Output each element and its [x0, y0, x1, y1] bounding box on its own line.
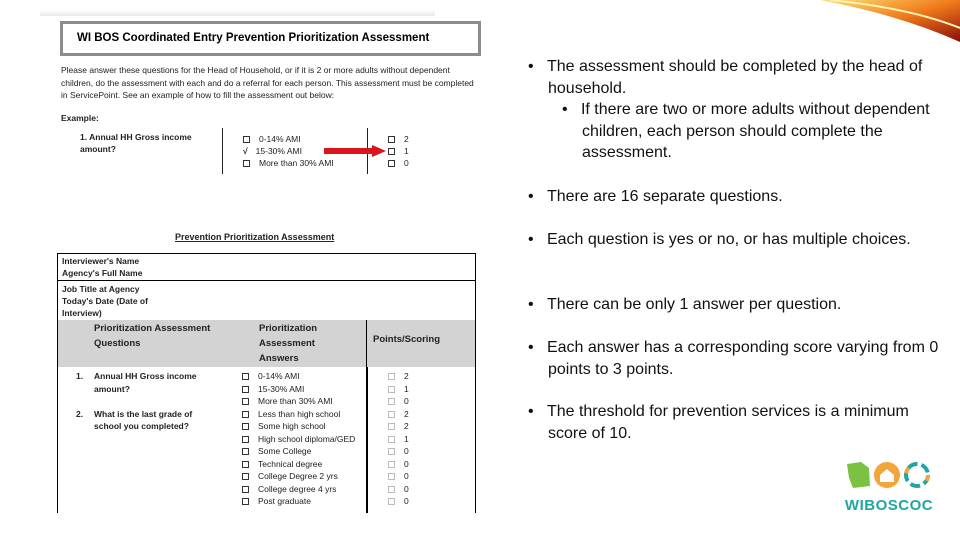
decorative-swoosh: [820, 0, 960, 45]
score-option[interactable]: [388, 458, 409, 471]
answer-label: College Degree 2 yrs: [258, 471, 338, 481]
answer-label: 15-30% AMI: [258, 383, 305, 394]
bullet-text: There can be only 1 answer per question.: [546, 296, 842, 313]
form-title: Prevention Prioritization Assessment: [175, 232, 335, 242]
field-label: Interviewer's Name: [62, 256, 140, 266]
checkbox[interactable]: [388, 398, 395, 405]
bullet-text: Each answer has a corresponding score varying from 0 points to 3 points.: [546, 339, 939, 378]
score: 1: [404, 433, 409, 444]
checkbox[interactable]: [242, 398, 249, 405]
bullet-text: There are 16 separate questions.: [546, 188, 783, 205]
bullet-item: • Each question is yes or no, or has multiple choices.: [528, 231, 911, 248]
answer-label: College degree 4 yrs: [258, 483, 337, 494]
answer-option[interactable]: [242, 483, 336, 496]
bullet-item: • Each answer has a corresponding score varying from 0 points to 3 points.: [528, 339, 939, 378]
answer-label: More than 30% AMI: [259, 158, 334, 168]
score-option[interactable]: [388, 408, 409, 421]
checkbox[interactable]: [388, 373, 395, 380]
answer-option[interactable]: [242, 420, 326, 433]
answer-option[interactable]: [242, 408, 340, 421]
checkbox[interactable]: [388, 473, 395, 480]
checkbox: [388, 160, 395, 167]
example-answers: [243, 133, 334, 169]
checkbox[interactable]: [242, 373, 249, 380]
score: 0: [404, 496, 409, 506]
score: 0: [404, 446, 409, 456]
score: 2: [404, 371, 409, 381]
answer-option[interactable]: [242, 395, 333, 408]
red-arrow-icon: [324, 145, 386, 157]
score-option[interactable]: [388, 383, 409, 396]
score-option[interactable]: [388, 470, 409, 483]
score: 0: [404, 158, 409, 168]
score: 0: [404, 396, 409, 406]
score: 0: [404, 483, 409, 494]
answer-label: More than 30% AMI: [258, 396, 333, 406]
checkbox[interactable]: [242, 423, 249, 430]
checkbox[interactable]: [242, 411, 249, 418]
decorative-bar: [40, 10, 435, 16]
score-option[interactable]: [388, 495, 409, 508]
question-label: Annual HH Gross income amount?: [94, 371, 197, 394]
field-label: Today's Date (Date of Interview): [62, 296, 148, 318]
score-option[interactable]: [388, 445, 409, 458]
checkbox[interactable]: [388, 423, 395, 430]
example-scores: [388, 133, 409, 169]
score: 0: [404, 458, 409, 469]
checkbox[interactable]: [388, 386, 395, 393]
example-label: Example:: [61, 113, 99, 123]
answer-option[interactable]: [242, 383, 304, 396]
checkbox[interactable]: [242, 498, 249, 505]
sub-bullet-item: • If there are two or more adults without dependent children, each person should complete the assessment.: [562, 101, 930, 161]
question-number: 2.: [76, 408, 84, 419]
answer-option[interactable]: [242, 370, 300, 383]
divider: [366, 367, 368, 513]
checkbox[interactable]: [388, 498, 395, 505]
table-body: [58, 367, 475, 513]
assessment-form-table: [57, 253, 476, 513]
header-answers: Prioritization Assessment Answers: [259, 323, 318, 364]
score: 2: [404, 421, 409, 431]
checkbox[interactable]: [242, 386, 249, 393]
answer-label: High school diploma/GED: [258, 433, 356, 444]
answer-option[interactable]: [242, 433, 355, 446]
score: 1: [404, 146, 409, 156]
bullet-item: • There can be only 1 answer per question.: [528, 296, 842, 313]
checkbox[interactable]: [242, 486, 249, 493]
answer-label: Technical degree: [258, 458, 323, 469]
score-option[interactable]: [388, 420, 409, 433]
answer-option[interactable]: [242, 495, 311, 508]
logo-text: WIBOSCOC: [844, 497, 934, 514]
instructions-text: Please answer these questions for the Head of Household, or if it is 2 or more adults without dependent children, do the assessment with each and do a referral for each person. This assessment must be completed in ServicePoint. See an example of how to fill the assessment out below:: [61, 65, 474, 100]
checkmark-icon: √: [243, 146, 248, 156]
answer-label: 0-14% AMI: [258, 371, 300, 381]
checkbox: [243, 136, 250, 143]
question-label: What is the last grade of school you completed?: [94, 408, 193, 431]
checkbox[interactable]: [242, 461, 249, 468]
bullet-text: If there are two or more adults without dependent children, each person should complete the assessment.: [580, 101, 930, 161]
score-option[interactable]: [388, 433, 409, 446]
checkbox[interactable]: [242, 436, 249, 443]
score: 2: [404, 408, 409, 419]
header-questions: Prioritization Assessment Questions: [94, 323, 211, 349]
question-text: [78, 370, 218, 395]
answer-label: Some high school: [258, 421, 326, 431]
checkbox[interactable]: [242, 448, 249, 455]
score: 1: [404, 383, 409, 394]
header-points: Points/Scoring: [366, 320, 446, 367]
checkbox[interactable]: [388, 486, 395, 493]
checkbox[interactable]: [242, 473, 249, 480]
bullet-item: • The assessment should be completed by the head of household.: [528, 58, 923, 97]
checkbox: [388, 136, 395, 143]
logo-icons: [843, 460, 935, 492]
divider: [222, 128, 223, 174]
answer-option[interactable]: [242, 445, 311, 458]
answer-option[interactable]: [242, 470, 338, 483]
answer-label: Post graduate: [258, 496, 311, 506]
score: 0: [404, 471, 409, 481]
example-question: 1. Annual HH Gross income amount?: [80, 132, 192, 154]
document-title: WI BOS Coordinated Entry Prevention Prioritization Assessment: [60, 21, 481, 56]
field-label: Job Title at Agency: [62, 284, 140, 294]
checkbox[interactable]: [388, 436, 395, 443]
question-number: 1.: [76, 371, 84, 381]
checkbox: [388, 148, 395, 155]
answer-option[interactable]: [242, 458, 322, 471]
bullet-text: Each question is yes or no, or has multiple choices.: [546, 231, 911, 248]
answer-label: 15-30% AMI: [255, 146, 302, 156]
wiboscoc-logo: [843, 460, 935, 512]
field-label: Agency's Full Name: [62, 267, 143, 278]
answer-label: 0-14% AMI: [259, 134, 301, 144]
answer-label: Less than high school: [258, 408, 341, 419]
question-text: [78, 408, 218, 433]
bullet-item: • There are 16 separate questions.: [528, 188, 783, 205]
checkbox[interactable]: [388, 461, 395, 468]
score-option[interactable]: [388, 370, 409, 383]
bullet-text: The assessment should be completed by the head of household.: [546, 58, 923, 97]
checkbox: [243, 160, 250, 167]
bullet-text: The threshold for prevention services is a minimum score of 10.: [546, 403, 909, 442]
bullet-item: • The threshold for prevention services is a minimum score of 10.: [528, 403, 909, 442]
score: 2: [404, 134, 409, 144]
checkbox[interactable]: [388, 411, 395, 418]
checkbox[interactable]: [388, 448, 395, 455]
score-option[interactable]: [388, 483, 409, 496]
table-header: [58, 320, 475, 367]
score-option[interactable]: [388, 395, 409, 408]
answer-label: Some College: [258, 446, 312, 456]
